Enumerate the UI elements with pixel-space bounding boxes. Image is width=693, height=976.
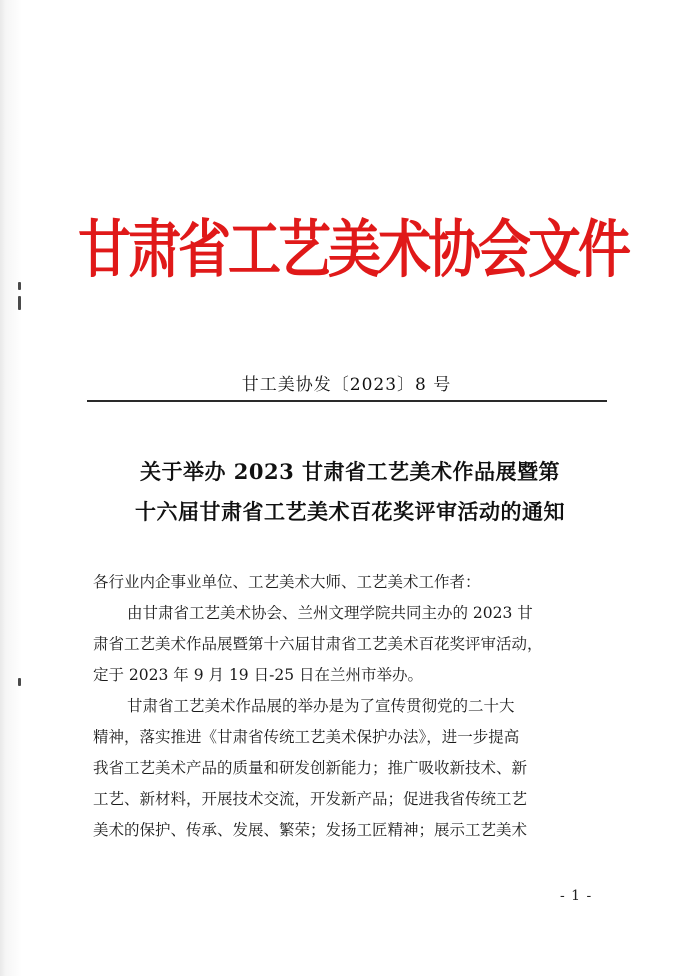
document-title xyxy=(90,452,610,532)
body-line: 甘肃省工艺美术作品展的举办是为了宣传贯彻党的二十大 xyxy=(127,697,515,715)
body-line: 美术的保护、传承、发展、繁荣；发扬工匠精神；展示工艺美术 xyxy=(93,821,528,839)
body-line: 肃省工艺美术作品展暨第十六届甘肃省工艺美术百花奖评审活动， xyxy=(93,635,543,653)
salutation: 各行业内企事业单位、工艺美术大师、工艺美术工作者： xyxy=(93,573,481,591)
body-line: 定于 2023 年 9 月 19 日-25 日在兰州市举办。 xyxy=(93,666,423,684)
binding-hole-mark xyxy=(18,678,21,686)
document-body xyxy=(93,567,613,846)
document-number: 甘工美协发〔2023〕8 号 xyxy=(241,375,452,395)
body-line: 由甘肃省工艺美术协会、兰州文理学院共同主办的 2023 甘 xyxy=(127,604,533,622)
issuing-organization-header: 甘肃省工艺美术协会文件 xyxy=(78,214,628,287)
body-line: 我省工艺美术产品的质量和研发创新能力；推广吸收新技术、新 xyxy=(93,759,528,777)
header-divider-rule xyxy=(87,400,607,402)
title-line: 关于举办 2023 甘肃省工艺美术作品展暨第 xyxy=(139,459,561,484)
binding-hole-mark xyxy=(18,282,21,290)
page-number: - 1 - xyxy=(560,888,593,904)
body-line: 精神，落实推进《甘肃省传统工艺美术保护办法》，进一步提高 xyxy=(93,728,520,746)
binding-hole-mark xyxy=(18,296,21,310)
body-line: 工艺、新材料，开展技术交流，开发新产品；促进我省传统工艺 xyxy=(93,790,528,808)
title-line: 十六届甘肃省工艺美术百花奖评审活动的通知 xyxy=(135,499,565,524)
